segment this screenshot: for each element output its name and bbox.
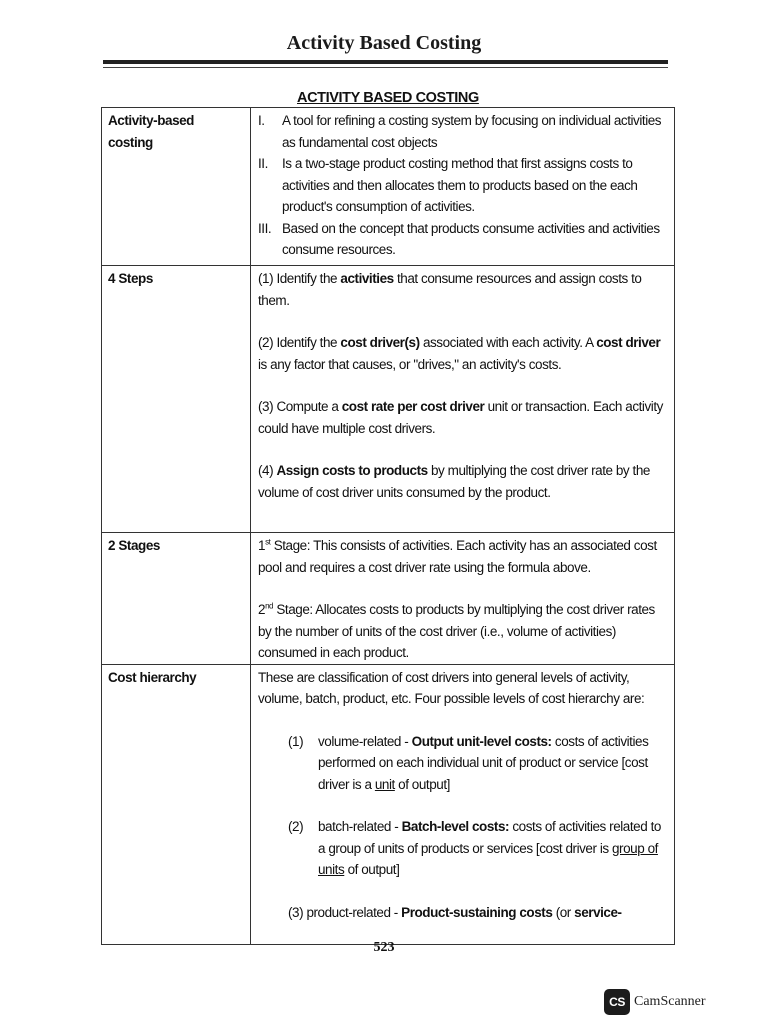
step-item: (1) Identify the activities that consume resources and assign costs to them. (258, 271, 642, 308)
row-content (251, 664, 675, 945)
step-item: (2) Identify the cost driver(s) associated with each activity. A cost driver is any factor that causes, or "drives," an activity's costs. (258, 335, 661, 372)
camscanner-logo-icon: CS (604, 989, 630, 1015)
hierarchy-level: (3) product-related - Product-sustaining costs (or service- (288, 904, 622, 920)
row-content (251, 266, 675, 533)
header-rule-thin (103, 67, 668, 68)
table-row (102, 266, 675, 533)
roman-numeral: II. (258, 156, 268, 171)
stage-item: 1st Stage: This consists of activities. Each activity has an associated cost pool and requires a cost driver rate using the formula above. (258, 537, 657, 575)
stage-item: 2nd Stage: Allocates costs to products by multiplying the cost driver rates by the number of units of the cost driver (i.e., volume of activities) consumed in each product. (258, 601, 655, 660)
level-number: (1) (288, 733, 304, 749)
definition-item (258, 153, 668, 218)
roman-numeral: I. (258, 113, 265, 128)
row-label-line: costing (108, 134, 153, 150)
camscanner-brand: CamScanner (634, 994, 706, 1009)
abc-table (101, 107, 675, 945)
step-item: (4) Assign costs to products by multiplying the cost driver rate by the volume of cost driver units consumed by the product. (258, 463, 650, 500)
table-row (102, 533, 675, 665)
page-number: 523 (373, 940, 395, 955)
definition-text: A tool for refining a costing system by focusing on individual activities as fundamental cost objects (282, 113, 662, 150)
row-label: 4 Steps (102, 266, 251, 533)
page-header: Activity Based Costing (286, 32, 482, 54)
table-row (102, 108, 675, 266)
table-title: ACTIVITY BASED COSTING (297, 90, 479, 106)
camscanner-watermark (604, 989, 706, 1015)
level-number: (2) (288, 819, 304, 834)
row-content (251, 108, 675, 266)
row-label-line: Activity-based (108, 113, 194, 128)
definition-item (258, 110, 668, 153)
definition-text: Is a two-stage product costing method that first assigns costs to activities and then allocates them to products based on the each product's consumption of activities. (282, 156, 638, 214)
header-rule-thick (103, 60, 668, 64)
definition-text: Based on the concept that products consume activities and activities consume resources. (282, 220, 660, 257)
hierarchy-intro: These are classification of cost drivers into general levels of activity, volume, batch, product, etc. Four possible levels of cost hierarchy are: (258, 669, 645, 706)
definition-item (258, 218, 668, 261)
table-row (102, 664, 675, 945)
roman-numeral: III. (258, 220, 272, 236)
hierarchy-level: (2) batch-related - Batch-level costs: costs of activities related to a group of units of products or services [cost driver is group of units of output] (258, 816, 668, 881)
row-label: 2 Stages (102, 533, 251, 665)
step-item: (3) Compute a cost rate per cost driver unit or transaction. Each activity could have multiple cost drivers. (258, 399, 663, 436)
row-content (251, 533, 675, 665)
row-label: Cost hierarchy (102, 664, 251, 945)
row-label (102, 108, 251, 266)
hierarchy-level: (1) volume-related - Output unit-level costs: costs of activities performed on each individual unit of product or service [cost driver is a unit of output] (258, 731, 668, 796)
